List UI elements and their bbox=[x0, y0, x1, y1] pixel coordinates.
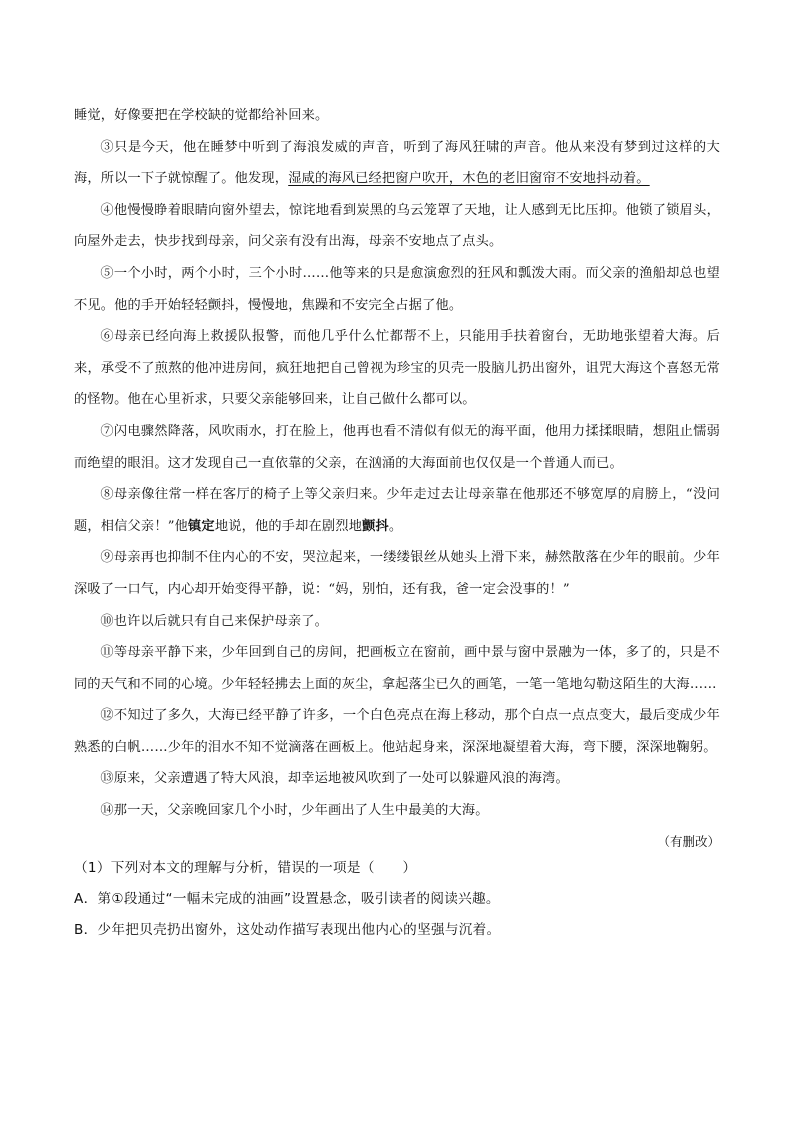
paragraph-text: ⑨母亲再也抑制不住内心的不安，哭泣起来，一缕缕银丝从她头上滑下来，赫然散落在少年的眼前。少年深吸了一口气，内心却开始变得平静，说：“妈，别怕，还有我，爸一定会没事的！” bbox=[74, 550, 720, 597]
paragraph-text: 地说，他的手却在剧烈地 bbox=[214, 518, 363, 534]
paragraph-14 bbox=[74, 795, 720, 827]
source-note: （有删改） bbox=[657, 833, 720, 849]
paragraph-text: ④他慢慢睁着眼睛向窗外望去，惊诧地看到炭黑的乌云笼罩了天地，让人感到无比压抑。他锁了锁眉头，向屋外走去，快步找到母亲，问父亲有没有出海，母亲不安地点了点头。 bbox=[74, 202, 720, 250]
paragraph-13 bbox=[74, 763, 720, 795]
paragraph-text: ⑫不知过了多久，大海已经平静了许多，一个白色亮点在海上移动，那个白点一点点变大，最后变成少年熟悉的白帆……少年的泪水不知不觉滴落在画板上。他站起身来，深深地凝望着大海，弯下腰，深深地鞠躬。 bbox=[74, 708, 720, 755]
question-stem: （1）下列对本文的理解与分析，错误的一项是（ ） bbox=[74, 859, 417, 876]
paragraph-text: ③只是今天，他在睡梦中听到了海浪发威的声音，听到了海风狂啸的声音。他从来没有梦到过这样的大海，所以一下子就惊醒了。他发现， bbox=[74, 139, 720, 187]
bold-word-tremble: 颤抖 bbox=[362, 518, 389, 534]
paragraph-text: ⑩也许以后就只有自己来保护母亲了。 bbox=[100, 613, 328, 629]
paragraph-text: 睡觉，好像要把在学校缺的觉都给补回来。 bbox=[74, 108, 329, 123]
paragraph-8 bbox=[74, 479, 720, 542]
paragraph-4 bbox=[74, 195, 720, 258]
paragraph-6 bbox=[74, 321, 720, 416]
bold-word-calm: 镇定 bbox=[188, 518, 215, 534]
paragraph-text: ⑥母亲已经向海上救援队报警，而他几乎什么忙都帮不上，只能用手扶着窗台，无助地张望着大海。后来，承受不了煎熬的他冲进房间，疯狂地把自己曾视为珍宝的贝壳一股脑儿扔出窗外，诅咒大海这个喜怒无常的怪物。他在心里祈求，只要父亲能够回来，让自己做什么都可以。 bbox=[74, 329, 720, 408]
paragraph-text: ⑦闪电骤然降落，风吹雨水，打在脸上，他再也看不清似有似无的海平面，他用力揉揉眼睛，想阻止懦弱而绝望的眼泪。这才发现自己一直依靠的父亲，在汹涌的大海面前也仅仅是一个普通人而已。 bbox=[74, 423, 720, 471]
paragraph-text: 。 bbox=[388, 518, 403, 534]
paragraph-11 bbox=[74, 637, 720, 700]
paragraph-9 bbox=[74, 542, 720, 605]
paragraph-text: ⑬原来，父亲遭遇了特大风浪，却幸运地被风吹到了一处可以躲避风浪的海湾。 bbox=[100, 771, 569, 787]
paragraph-7 bbox=[74, 416, 720, 479]
underlined-sentence: 湿咸的海风已经把窗户吹开，木色的老旧窗帘不安地抖动着。 bbox=[288, 171, 650, 187]
paragraph-text: ⑧母亲像往常一样在客厅的椅子上等父亲归来。少年走过去让母亲靠在他那还不够宽厚的肩膀上，“没问题，相信父亲！”他 bbox=[74, 487, 720, 534]
paragraph-10 bbox=[74, 606, 720, 638]
paragraph-5 bbox=[74, 258, 720, 321]
paragraph-continued bbox=[74, 100, 720, 132]
paragraph-text: ⑪等母亲平静下来，少年回到自己的房间，把画板立在窗前，画中景与窗中景融为一体，多了的，只是不同的天气和不同的心境。少年轻轻拂去上面的灰尘，拿起落尘已久的画笔，一笔一笔地勾勒这陌生的大海…… bbox=[74, 645, 720, 692]
paragraph-3 bbox=[74, 132, 720, 195]
option-b: B．少年把贝壳扔出窗外，这处动作描写表现出他内心的坚强与沉着。 bbox=[74, 921, 501, 938]
paragraph-text: ⑭那一天，父亲晚回家几个小时，少年画出了人生中最美的大海。 bbox=[100, 803, 489, 819]
paragraph-12 bbox=[74, 700, 720, 763]
option-a: A．第①段通过“一幅未完成的油画”设置悬念，吸引读者的阅读兴趣。 bbox=[74, 890, 500, 907]
paragraph-text: ⑤一个小时，两个小时，三个小时……他等来的只是愈演愈烈的狂风和瓢泼大雨。而父亲的渔船却总也望不见。他的手开始轻轻颤抖，慢慢地，焦躁和不安完全占据了他。 bbox=[74, 265, 720, 313]
